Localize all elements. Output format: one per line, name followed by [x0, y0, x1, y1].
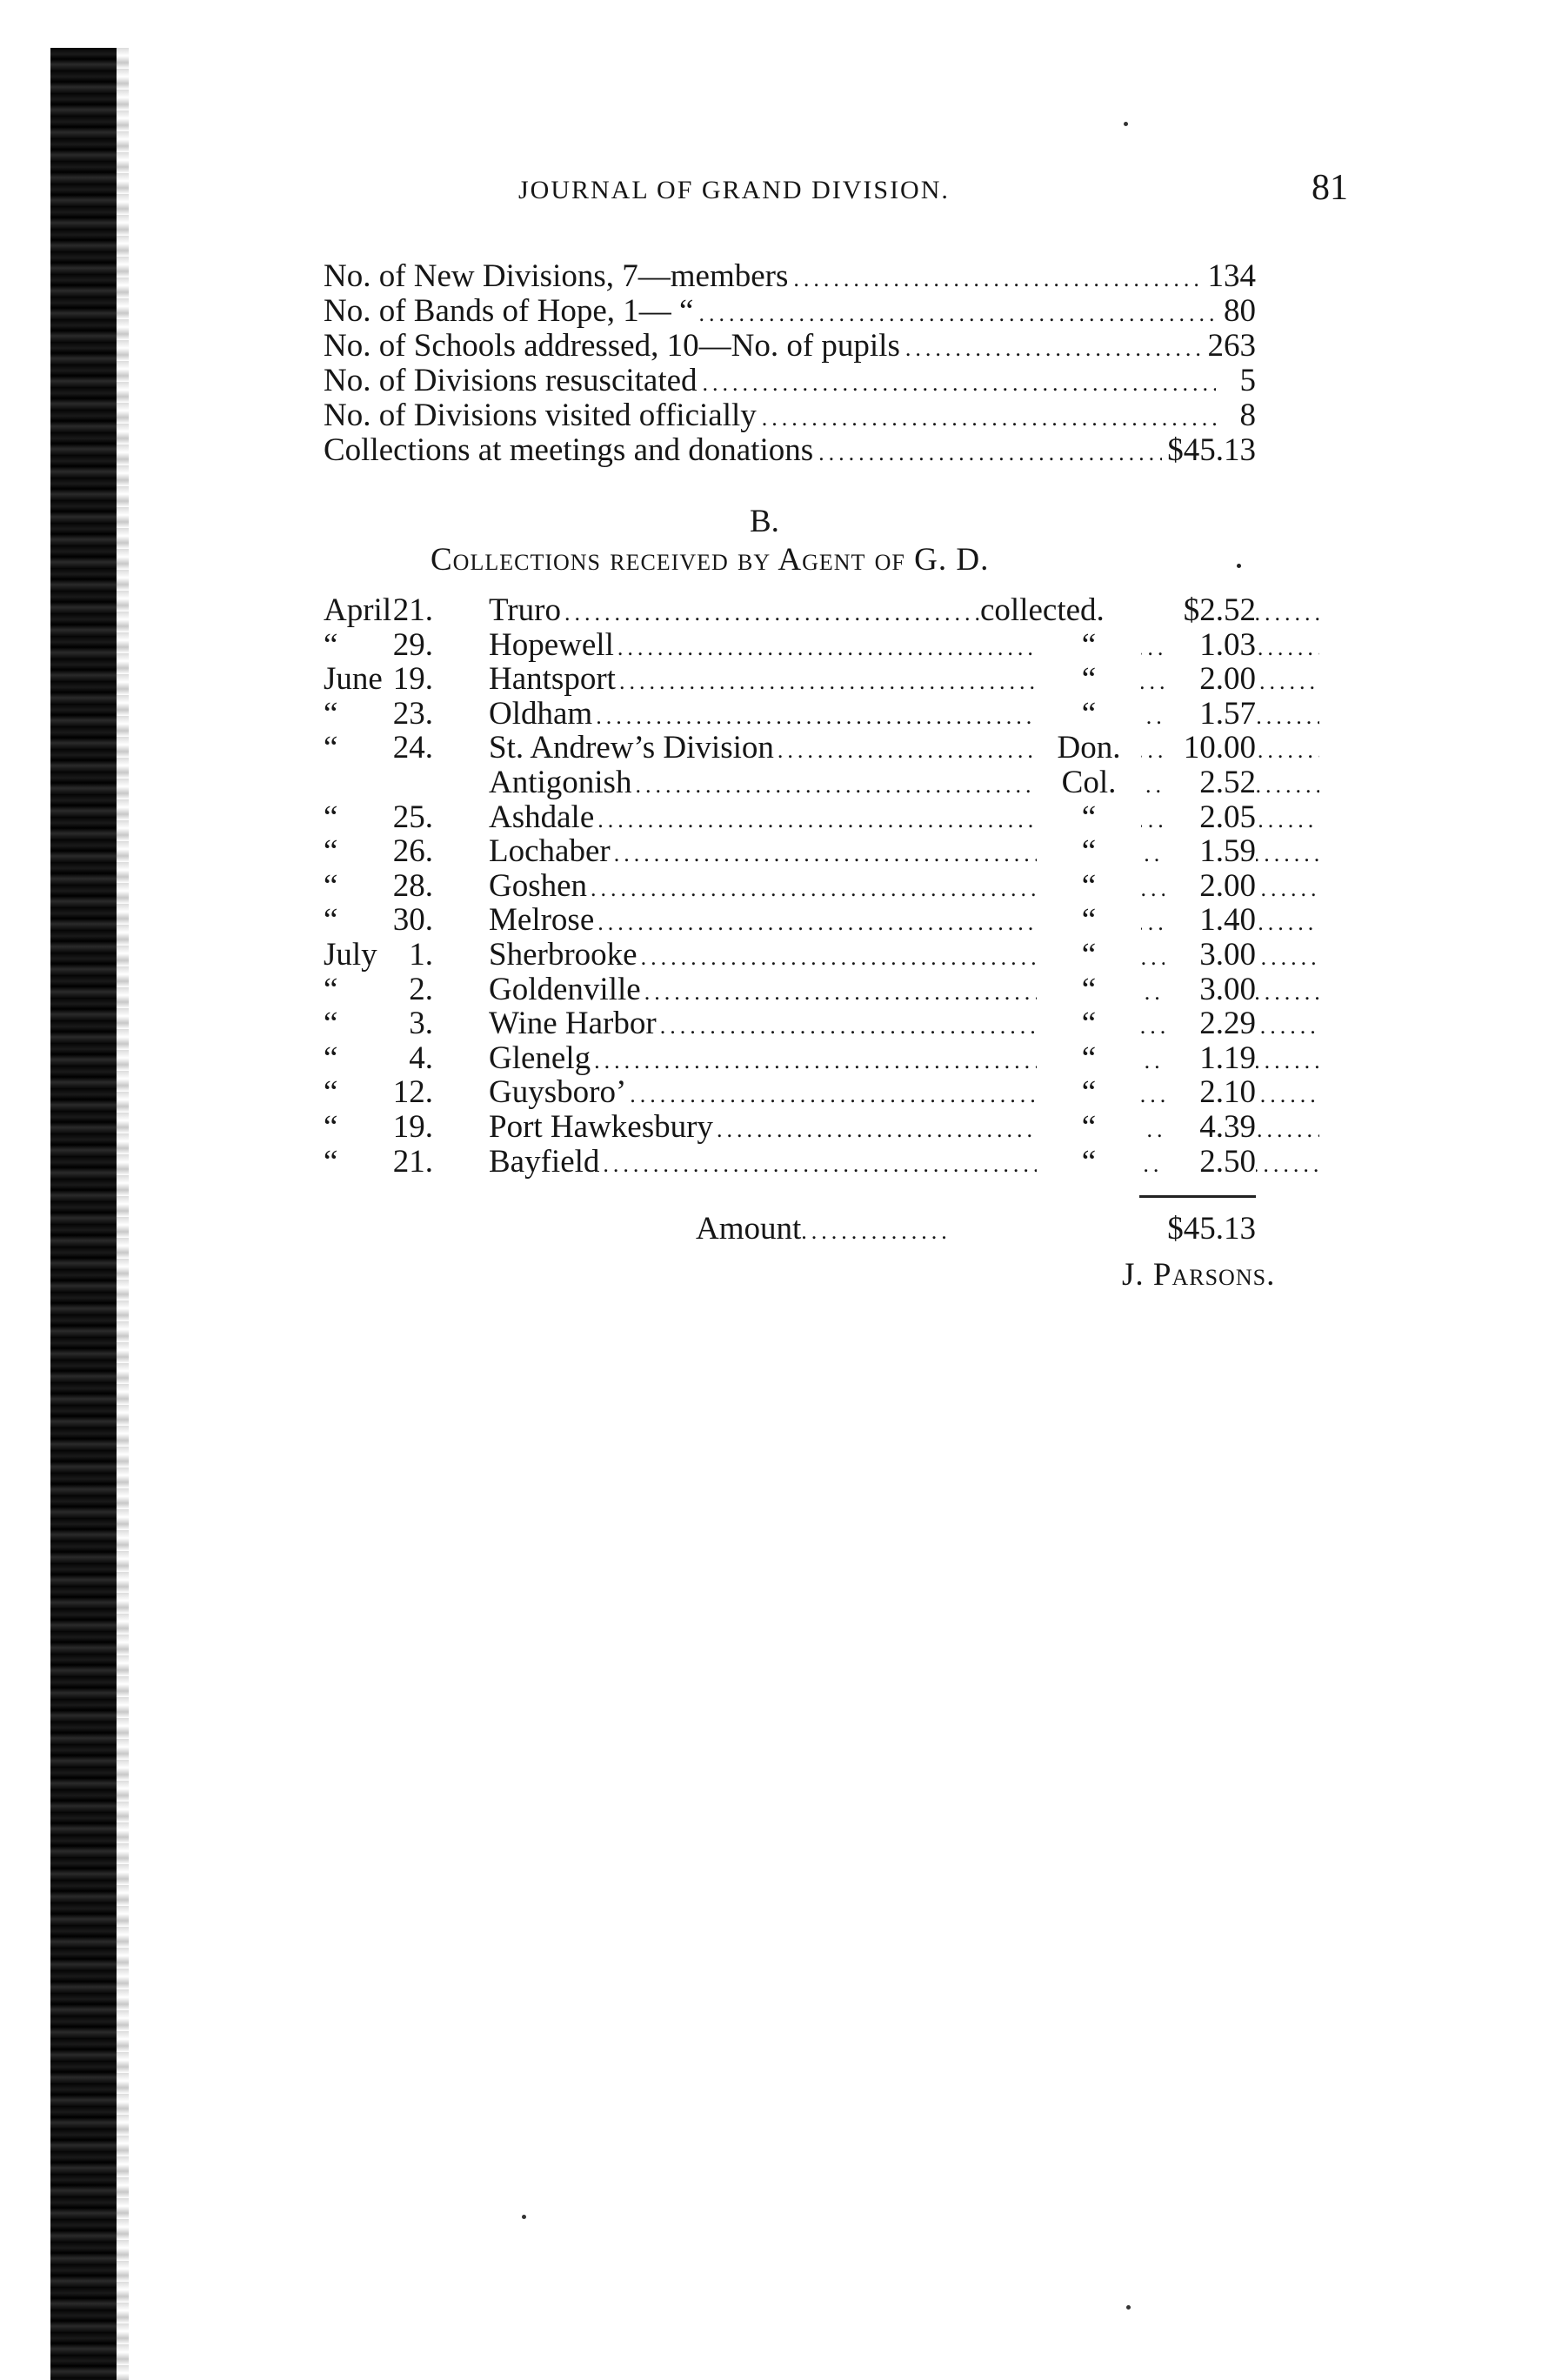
collection-row: [324, 800, 1256, 835]
collection-place: Wine Harbor: [489, 1006, 657, 1042]
summary-row: [324, 259, 1256, 294]
collection-row: [324, 593, 1256, 628]
collection-kind: “: [1037, 938, 1141, 973]
collection-month: “: [324, 1040, 338, 1076]
collection-month: “: [324, 1109, 338, 1145]
collection-amount: 2.00: [1165, 869, 1256, 904]
paper-speck: [522, 2215, 526, 2219]
collection-month: July: [324, 937, 377, 973]
collection-amount: 2.10: [1165, 1075, 1256, 1110]
collection-place: Hantsport: [489, 662, 616, 698]
collection-kind: “: [1037, 1145, 1141, 1180]
collection-month: April: [324, 592, 392, 628]
collection-place: Sherbrooke: [489, 938, 637, 973]
summary-label: No. of Bands of Hope, 1— “: [324, 293, 694, 329]
collection-place: Melrose: [489, 903, 595, 939]
collection-month: “: [324, 626, 338, 663]
running-head: JOURNAL OF GRAND DIVISION.: [518, 176, 950, 204]
collection-day: 12.: [392, 1074, 433, 1111]
summary-row: [324, 398, 1256, 433]
collection-kind: “: [1037, 973, 1141, 1007]
collection-day: 3.: [409, 1006, 433, 1042]
collection-place: Lochaber: [489, 834, 611, 870]
collection-amount: 2.29: [1165, 1006, 1256, 1041]
leader-dots: [801, 1219, 951, 1244]
collection-day: 2.: [409, 971, 433, 1007]
collection-month: “: [324, 1006, 338, 1042]
summary-value: $45.13: [1167, 432, 1256, 468]
collection-day: 29.: [392, 626, 433, 663]
leader-dots: [793, 262, 1202, 297]
summary-value: 263: [1207, 328, 1256, 364]
collection-place: Goldenville: [489, 972, 641, 1007]
summary-label: No. of Divisions visited officially: [324, 398, 757, 433]
collection-month: “: [324, 1143, 338, 1180]
collection-kind: “: [1037, 628, 1141, 663]
summary-row: [324, 329, 1256, 364]
collection-amount: 2.50: [1165, 1145, 1256, 1180]
collection-month: “: [324, 695, 338, 732]
collection-day: 19.: [392, 661, 433, 698]
collection-amount: 3.00: [1165, 973, 1256, 1007]
collection-amount: 2.05: [1165, 800, 1256, 835]
collection-amount: 1.40: [1165, 903, 1256, 938]
collection-row: [324, 834, 1256, 869]
paper-speck: [1126, 2305, 1131, 2310]
collection-row: [324, 731, 1256, 765]
collection-month: “: [324, 833, 338, 870]
collection-day: 25.: [392, 799, 433, 835]
collection-kind: “: [1037, 697, 1141, 732]
page-gutter-shadow: [117, 48, 129, 2380]
collection-row: [324, 1006, 1256, 1041]
collection-kind: “: [1037, 834, 1141, 869]
section-letter: B.: [750, 504, 779, 539]
collection-place: Glenelg: [489, 1040, 591, 1076]
collection-row: [324, 1145, 1256, 1180]
collection-day: 21.: [392, 592, 433, 628]
collection-place: Truro: [489, 593, 561, 628]
collection-kind: “: [1037, 800, 1141, 835]
collection-place: Guysboro’: [489, 1075, 627, 1111]
collection-row: [324, 628, 1256, 663]
collection-kind: “: [1037, 1110, 1141, 1145]
collection-kind: collected.: [980, 593, 1189, 628]
total-value: $45.13: [1167, 1211, 1256, 1247]
summary-value: 134: [1207, 258, 1256, 294]
summary-label: No. of New Divisions, 7—members: [324, 258, 789, 294]
summary-row: [324, 294, 1256, 329]
summary-value: 80: [1224, 293, 1256, 329]
leader-dots: [905, 331, 1203, 366]
collection-row: [324, 662, 1256, 697]
collection-amount: 4.39: [1165, 1110, 1256, 1145]
collection-amount: 10.00: [1165, 731, 1256, 765]
collection-day: 23.: [392, 695, 433, 732]
collection-amount: 2.00: [1165, 662, 1256, 697]
collection-amount: $2.52: [1165, 593, 1256, 628]
collection-kind: “: [1037, 869, 1141, 904]
section-title: Collections received by Agent of G. D.: [431, 542, 990, 578]
leader-dots: [818, 436, 1162, 471]
collection-row: [324, 1041, 1256, 1076]
collection-amount: 1.03: [1165, 628, 1256, 663]
collection-month: June: [324, 661, 383, 698]
collection-row: [324, 973, 1256, 1007]
collection-kind: “: [1037, 662, 1141, 697]
collection-amount: 2.52: [1165, 765, 1256, 800]
collection-day: 30.: [392, 902, 433, 939]
collection-kind: “: [1037, 903, 1141, 938]
collection-day: 21.: [392, 1143, 433, 1180]
collection-row: [324, 1075, 1256, 1110]
collection-row: [324, 765, 1256, 800]
collection-row: [324, 869, 1256, 904]
collection-month: “: [324, 971, 338, 1007]
collection-amount: 1.19: [1165, 1041, 1256, 1076]
collection-day: 1.: [409, 937, 433, 973]
paper-speck: [1237, 564, 1241, 568]
collection-kind: Don.: [1037, 731, 1141, 765]
total-rule: [1139, 1195, 1256, 1198]
collection-row: [324, 903, 1256, 938]
collection-place: St. Andrew’s Division: [489, 731, 774, 766]
collection-place: Ashdale: [489, 799, 595, 835]
summary-value: 5: [1239, 363, 1256, 398]
summary-row: [324, 433, 1256, 468]
collection-month: “: [324, 1074, 338, 1111]
collection-month: “: [324, 867, 338, 904]
collection-place: Bayfield: [489, 1144, 600, 1180]
summary-label: Collections at meetings and donations: [324, 432, 814, 468]
collection-kind: Col.: [1037, 765, 1141, 800]
collection-kind: “: [1037, 1041, 1141, 1076]
collection-place: Port Hawkesbury: [489, 1110, 713, 1145]
collection-month: “: [324, 730, 338, 766]
collection-row: [324, 938, 1256, 973]
book-spine-scan-edge: [50, 48, 117, 2380]
collection-place: Hopewell: [489, 627, 614, 663]
page-number: 81: [1312, 168, 1348, 208]
collection-amount: 1.57: [1165, 697, 1256, 732]
paper-speck: [1124, 122, 1128, 126]
collection-place: Antigonish: [489, 765, 632, 800]
signature: J. Parsons.: [1122, 1257, 1276, 1293]
summary-label: No. of Divisions resuscitated: [324, 363, 698, 398]
collection-month: “: [324, 799, 338, 835]
summary-label: No. of Schools addressed, 10—No. of pupils: [324, 328, 900, 364]
leader-dots: [703, 366, 1216, 401]
collection-amount: 1.59: [1165, 834, 1256, 869]
collection-row: [324, 1110, 1256, 1145]
collection-day: 4.: [409, 1040, 433, 1076]
total-label: Amount: [696, 1211, 802, 1247]
collection-kind: “: [1037, 1006, 1141, 1041]
collection-kind: “: [1037, 1075, 1141, 1110]
collection-month: “: [324, 902, 338, 939]
collection-day: 26.: [392, 833, 433, 870]
collection-row: [324, 697, 1256, 732]
leader-dots: [762, 401, 1216, 436]
summary-value: 8: [1239, 398, 1256, 433]
leader-dots: [698, 297, 1216, 331]
summary-row: [324, 364, 1256, 398]
collection-amount: 3.00: [1165, 938, 1256, 973]
total-label-wrap: [696, 1212, 951, 1249]
collection-day: 24.: [392, 730, 433, 766]
collection-place: Oldham: [489, 696, 593, 732]
collection-day: 28.: [392, 867, 433, 904]
collection-place: Goshen: [489, 868, 588, 904]
collection-day: 19.: [392, 1109, 433, 1145]
